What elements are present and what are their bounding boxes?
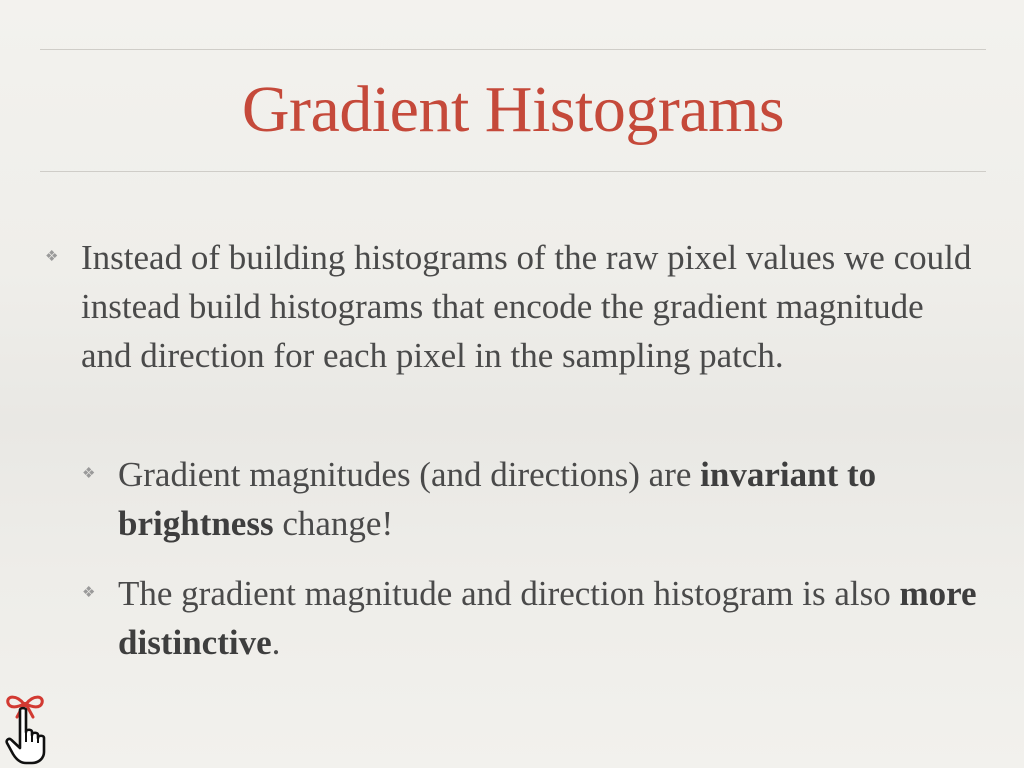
sub-bullet-distinctive-bold: more distinctive [118,574,977,662]
top-divider [40,49,986,50]
bullet-main [45,233,981,380]
sub-bullet-distinctive-pre: The gradient magnitude and direction histogram is also [118,574,900,613]
sub-bullet-invariance-bold: invariant to brightness [118,455,877,543]
slide-title: Gradient Histograms [241,73,785,146]
bullet-diamond-icon: ❖ [45,249,59,265]
bullet-diamond-icon: ❖ [82,585,96,601]
bullet-diamond-icon: ❖ [82,466,96,482]
pointing-hand-with-ribbon-icon[interactable] [2,690,60,766]
sub-bullet-invariance [82,450,998,548]
sub-bullet-invariance-pre: Gradient magnitudes (and directions) are [118,455,701,494]
bullet-main-text: Instead of building histograms of the raw pixel values we could instead build histograms that encode the gradient magnitude and direction for each pixel in the sampling patch. [81,238,972,375]
sub-bullet-distinctive [82,569,998,667]
sub-bullet-distinctive-post: . [271,623,281,662]
sub-bullet-invariance-post: change! [273,504,394,543]
bottom-divider [40,171,986,172]
